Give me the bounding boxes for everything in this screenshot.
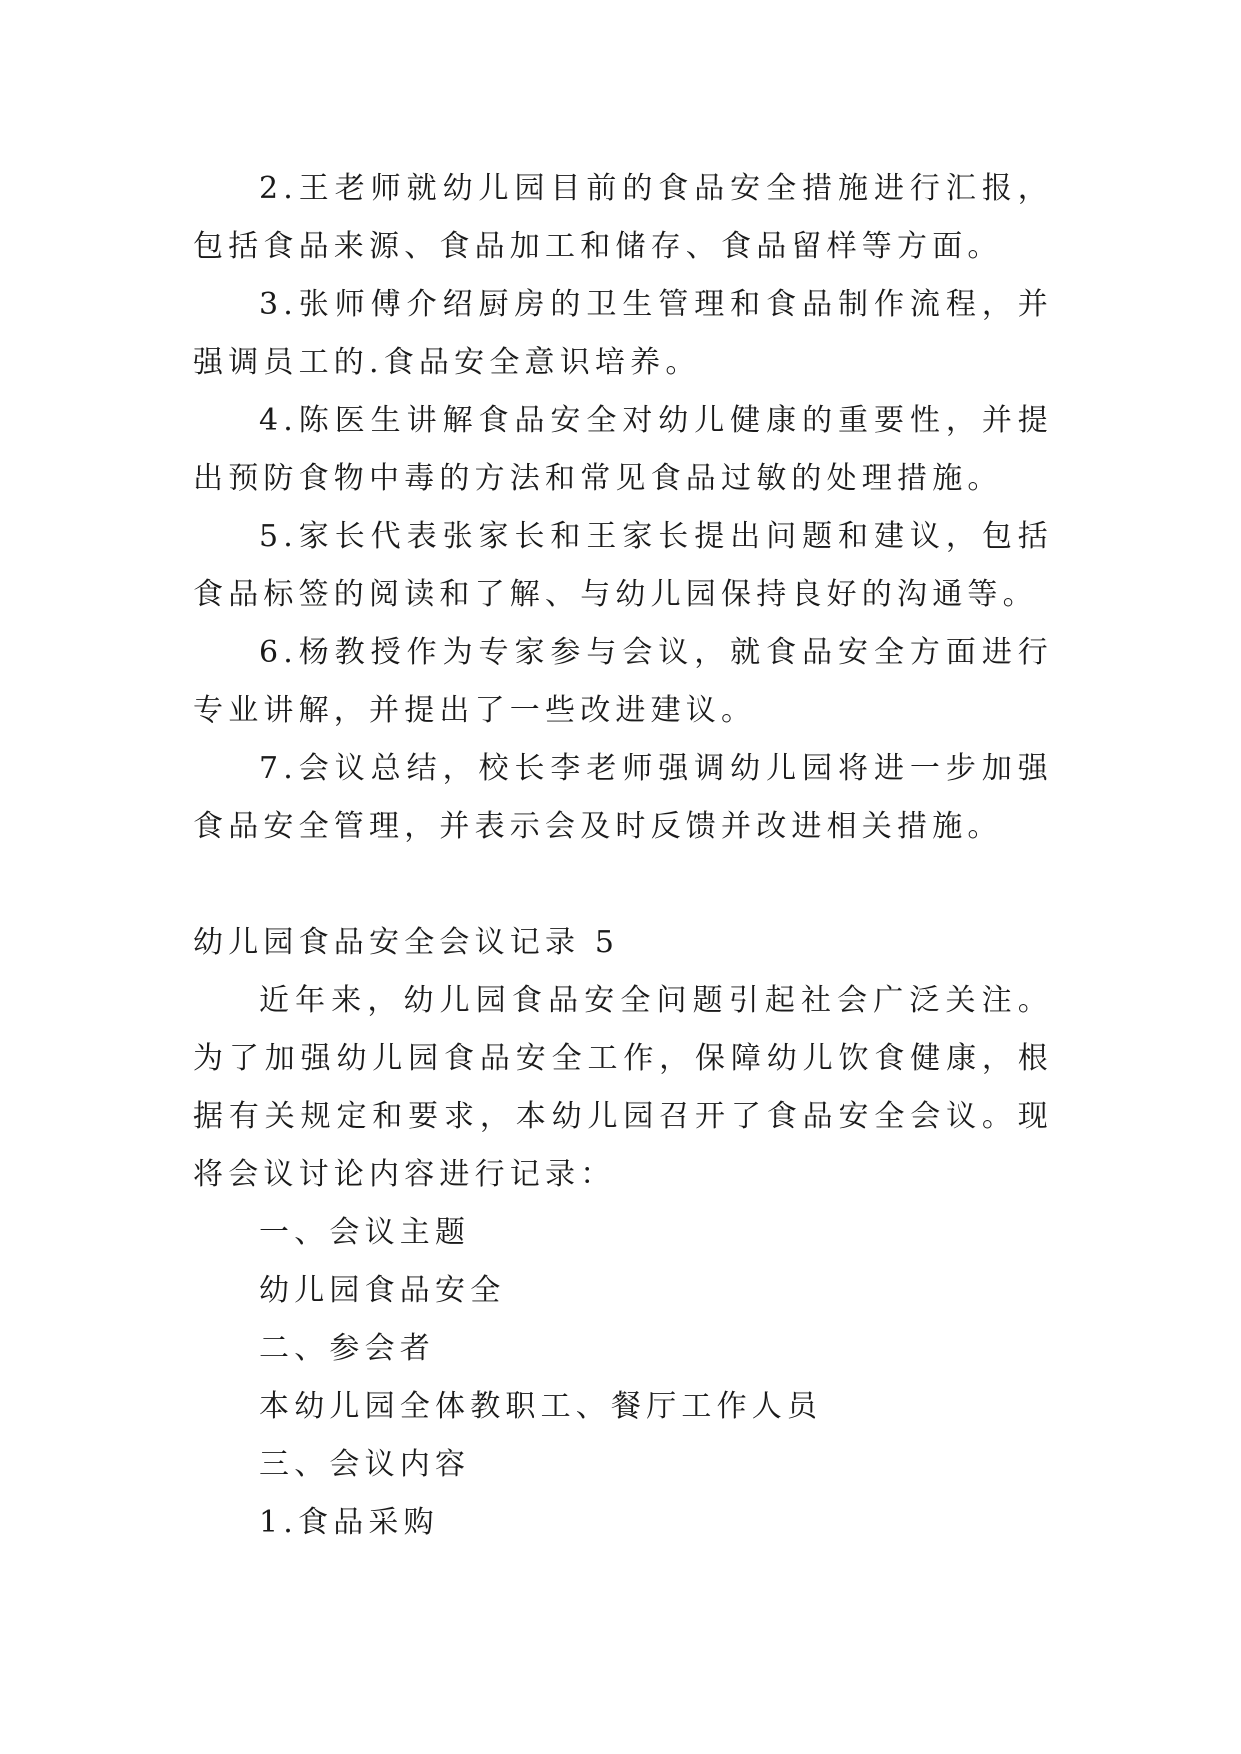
meeting-item-5: 5.家长代表张家长和王家长提出问题和建议，包括食品标签的阅读和了解、与幼儿园保持良好的沟通等。 [193, 519, 1053, 612]
meeting-item-7: 7.会议总结，校长李老师强调幼儿园将进一步加强食品安全管理，并表示会及时反馈并改进相关措施。 [193, 751, 1053, 844]
subheading-food-purchase: 1.食品采购 [259, 1505, 439, 1540]
meeting-item-3: 3.张师傅介绍厨房的卫生管理和食品制作流程，并强调员工的.食品安全意识培养。 [193, 287, 1053, 380]
participants-content: 本幼儿园全体教职工、餐厅工作人员 [259, 1389, 823, 1424]
section-title: 幼儿园食品安全会议记录 5 [193, 925, 620, 960]
intro-paragraph: 近年来，幼儿园食品安全问题引起社会广泛关注。为了加强幼儿园食品安全工作，保障幼儿饮食健康，根据有关规定和要求，本幼儿园召开了食品安全会议。现将会议讨论内容进行记录： [193, 983, 1053, 1192]
meeting-item-4: 4.陈医生讲解食品安全对幼儿健康的重要性，并提出预防食物中毒的方法和常见食品过敏的处理措施。 [193, 403, 1053, 496]
document-page [193, 160, 1053, 1552]
heading-meeting-content: 三、会议内容 [259, 1447, 471, 1482]
meeting-theme-content: 幼儿园食品安全 [259, 1273, 506, 1308]
section-spacer [193, 856, 1053, 914]
meeting-item-6: 6.杨教授作为专家参与会议，就食品安全方面进行专业讲解，并提出了一些改进建议。 [193, 635, 1053, 728]
heading-meeting-theme: 一、会议主题 [259, 1215, 471, 1250]
heading-participants: 二、参会者 [259, 1331, 435, 1366]
meeting-item-2: 2.王老师就幼儿园目前的食品安全措施进行汇报，包括食品来源、食品加工和储存、食品留样等方面。 [193, 171, 1053, 264]
